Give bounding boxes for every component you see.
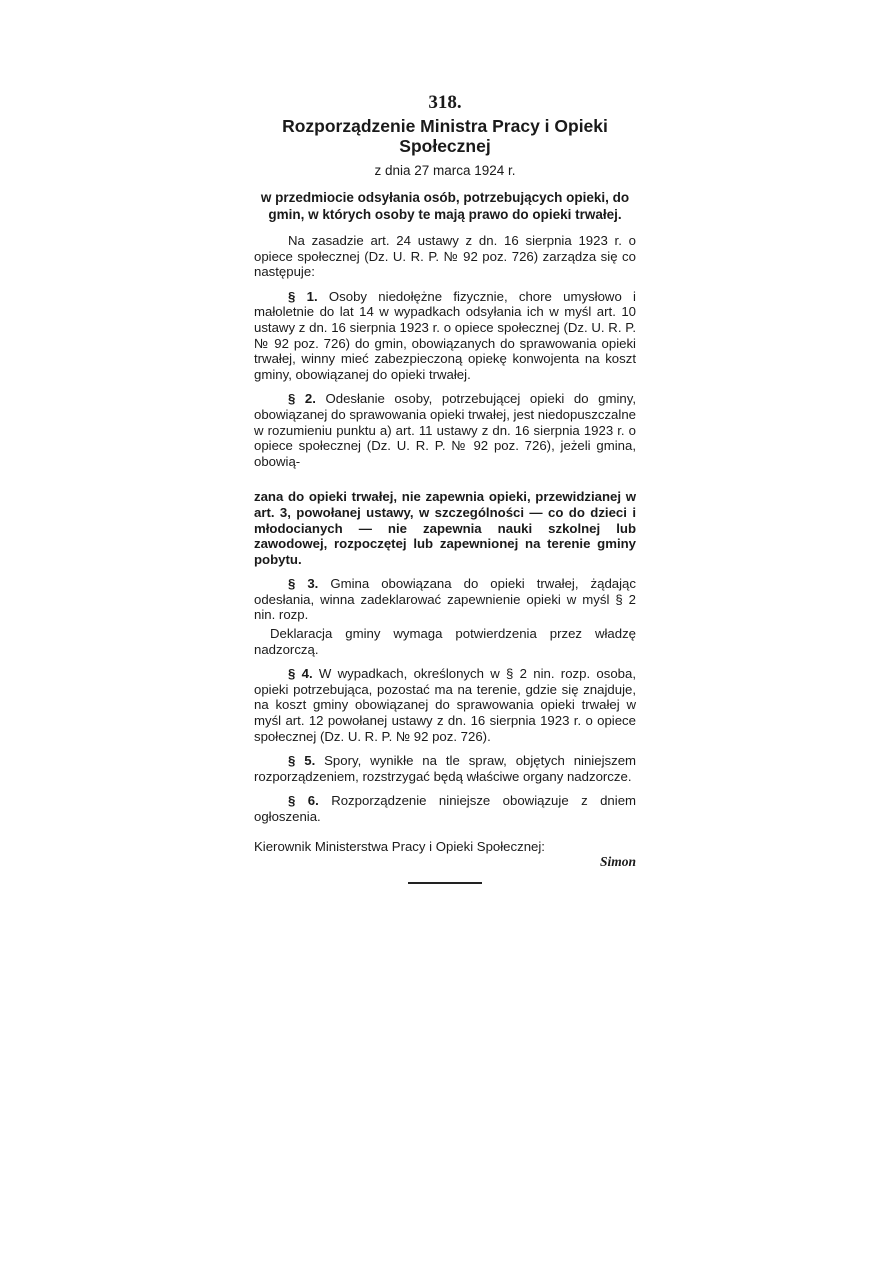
section-6-label: § 6.	[288, 793, 319, 809]
section-6-text: Rozporządzenie niniejsze obowiązuje z dniem ogłoszenia.	[254, 793, 637, 824]
section-3-declaration: Deklaracja gminy wymaga potwierdzenia przez władzę nadzorczą.	[254, 626, 636, 657]
title-line-1: Rozporządzenie Ministra Pracy i Opieki	[282, 116, 608, 136]
section-1	[254, 289, 636, 383]
signature-name: Simon	[599, 854, 636, 870]
section-5-text: Spory, wynikłe na tle spraw, objętych niniejszem rozporządzeniem, rozstrzygać będą właściwe organy nadzorcze.	[254, 753, 637, 784]
closing-divider	[408, 882, 482, 884]
document-number: 318.	[428, 92, 462, 113]
section-4-text: W wypadkach, określonych w § 2 nin. rozp. osoba, opieki potrzebująca, pozostać ma na terenie, gdzie się znajduje, na koszt gminy obowiązanej do sprawowania opieki trwałej w myśl art. 12 powołanej ustawy z dn. 16 sierpnia 1923 r. o opiece społecznej (Dz. U. R. P. № 92 poz. 726).	[254, 666, 637, 744]
section-2	[254, 391, 636, 469]
signature-title: Kierownik Ministerstwa Pracy i Opieki Społecznej:	[254, 838, 545, 854]
section-5-label: § 5.	[288, 753, 316, 769]
document-title	[254, 116, 636, 156]
section-3-text: Gmina obowiązana do opieki trwałej, żądając odesłania, winna zadeklarować zapewnienie opieki w myśl § 2 nin. rozp.	[254, 576, 636, 623]
section-5	[254, 753, 636, 784]
section-3	[254, 576, 636, 623]
section-2-text: Odesłanie osoby, potrzebującej opieki do gminy, obowiązanej do sprawowania opieki trwałej, jest niedopuszczalne w rozumieniu punktu a) art. 11 ustawy z dn. 16 sierpnia 1923 r. o opiece społecznej (Dz. U. R. P. № 92 poz. 726), jeżeli gmina, obowią-	[254, 391, 636, 469]
document-page	[254, 92, 636, 884]
intro-paragraph: Na zasadzie art. 24 ustawy z dn. 16 sierpnia 1923 r. o opiece społecznej (Dz. U. R. P. № 92 poz. 726) zarządza się co następuje:	[254, 233, 636, 280]
document-subject: w przedmiocie odsyłania osób, potrzebujących opieki, do gmin, w których osoby te mają prawo do opieki trwałej.	[260, 190, 630, 222]
section-4	[254, 666, 636, 744]
section-1-text: Osoby niedołężne fizycznie, chore umysłowo i małoletnie do lat 14 w wypadkach odsyłania ich w myśl art. 10 ustawy z dn. 16 sierpnia 1923 r. o opiece społecznej (Dz. U. R. P. № 92 poz. 726) do gmin, obowiązanych do sprawowania opieki trwałej, winny mieć zabezpieczoną opiekę konwojenta na koszt gminy, obowiązanej do opieki trwałej.	[254, 288, 636, 382]
section-2-label: § 2.	[288, 391, 316, 407]
section-2-continuation: zana do opieki trwałej, nie zapewnia opieki, przewidzianej w art. 3, powołanej ustawy, w szczególności — co do dzieci i młodocianych — nie zapewnia nauki szkolnej lub zawodowej, rozpoczętej lub zapewnionej na terenie gminy pobytu.	[254, 489, 636, 567]
document-date: z dnia 27 marca 1924 r.	[374, 163, 516, 178]
section-4-label: § 4.	[288, 666, 313, 682]
section-3-label: § 3.	[288, 576, 319, 592]
title-line-2: Społecznej	[399, 136, 491, 156]
section-6	[254, 793, 636, 824]
section-1-label: § 1.	[288, 288, 318, 304]
